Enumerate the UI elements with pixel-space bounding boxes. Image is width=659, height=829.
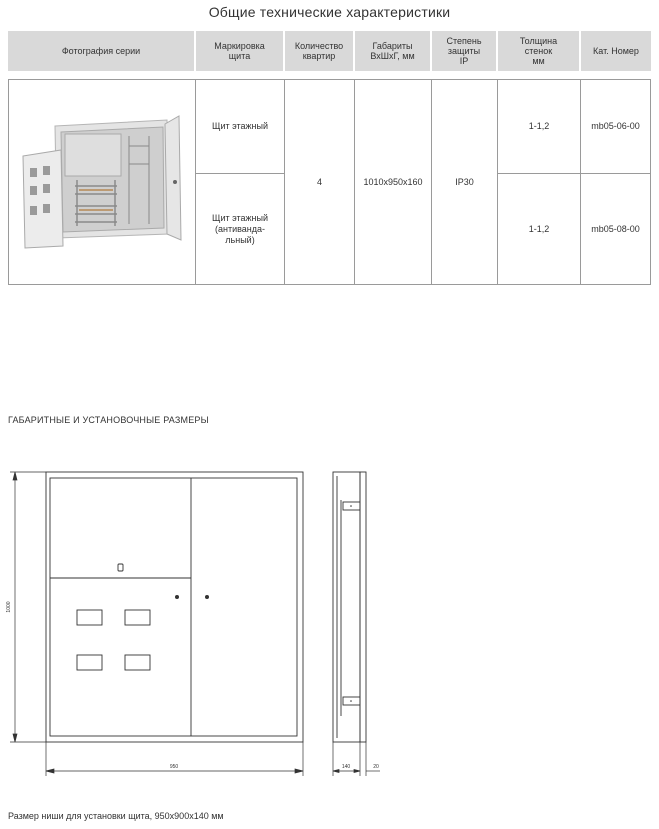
meter-window — [125, 655, 150, 670]
col-header-ip: Степень защиты IP — [432, 31, 498, 71]
lock-icon — [175, 595, 179, 599]
marking-cell: Щит этажный — [196, 79, 285, 174]
thickness-cell: 1-1,2 — [498, 174, 581, 285]
col-header-photo: Фотография серии — [8, 31, 196, 71]
side-view — [333, 472, 366, 742]
lock-icon — [205, 595, 209, 599]
door-depth-label: 20 — [373, 764, 379, 770]
col-header-apartments: Количество квартир — [285, 31, 355, 71]
col-header-thickness: Толщина стенок мм — [498, 31, 581, 71]
cat-number-cell: mb05-06-00 — [581, 79, 651, 174]
section-title: ГАБАРИТНЫЕ И УСТАНОВОЧНЫЕ РАЗМЕРЫ — [8, 415, 209, 425]
cat-number-cell: mb05-08-00 — [581, 174, 651, 285]
front-frame — [46, 472, 303, 742]
height-dimension-label: 1000 — [6, 601, 12, 613]
meter-window — [77, 655, 102, 670]
col-header-dimensions: Габариты ВхШхГ, мм — [355, 31, 432, 71]
dimensions-cell: 1010x950x160 — [355, 79, 432, 285]
niche-size-note: Размер ниши для установки щита, 950х900х140 мм — [8, 811, 224, 821]
thickness-cell: 1-1,2 — [498, 79, 581, 174]
col-header-marking: Маркировка щита — [196, 31, 285, 71]
col-header-cat: Кат. Номер — [581, 31, 651, 71]
page-title: Общие технические характеристики — [208, 4, 451, 20]
meter-window — [125, 610, 150, 625]
depth-dimension-label: 140 — [341, 764, 351, 770]
width-dimension-label: 950 — [169, 764, 179, 770]
marking-cell: Щит этажный (антиванда- льный) — [196, 174, 285, 285]
ip-cell: IP30 — [432, 79, 498, 285]
apartments-cell: 4 — [285, 79, 355, 285]
meter-window — [77, 610, 102, 625]
